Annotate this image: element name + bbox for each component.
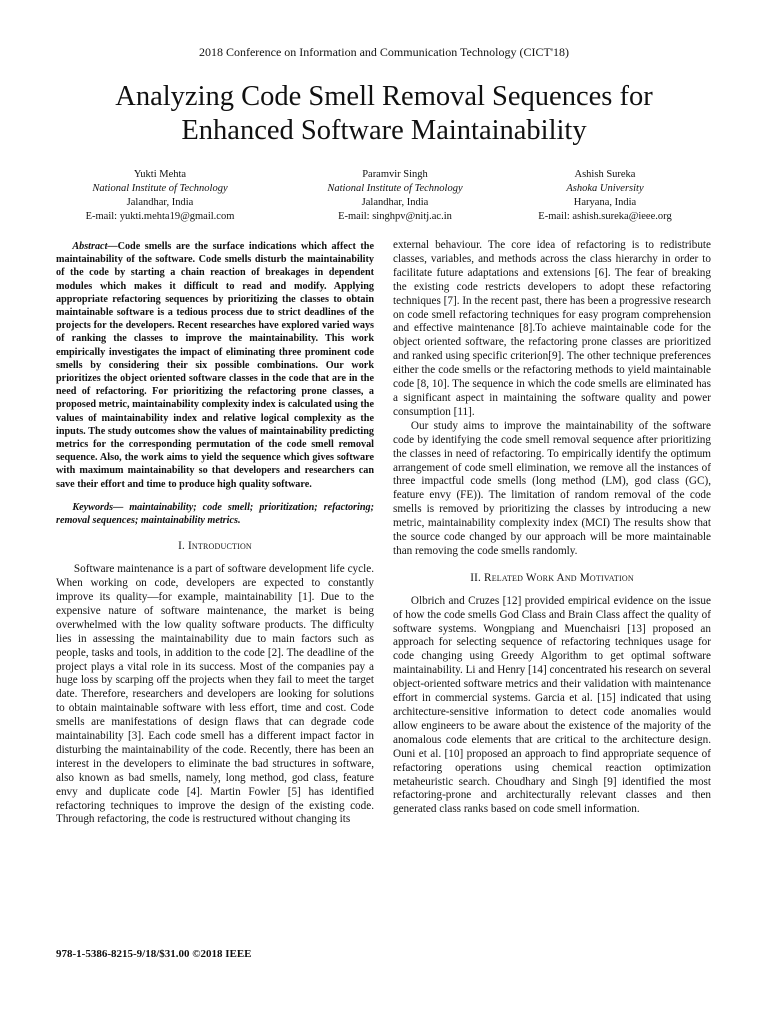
conference-header: 2018 Conference on Information and Communication Technology (CICT'18) [198, 45, 570, 59]
paragraph-continued: external behaviour. The core idea of refactoring is to redistribute classes, variables, and methods across the class hierarchy in order to facilitate future adaptations and extensions [6]. The fear of breaking the existing code restricts developers to adopt these refactoring techniques [7]. In the recent past, there has been a progressive research on code smell refactoring techniques for easy program comprehension and effective maintenance [8].To achieve maintainable code for the object oriented software, the refactoring prone classes are prioritized and ranked using specific criterion[9]. The other technique preferences either the code smells or the refactoring methods to yield maintainable code [8, 10]. The sequence in which the code smells are eliminated has a significant aspect in maintaining the software quality and power consumption [11]. [393, 239, 711, 418]
author-name: Paramvir Singh [362, 169, 428, 180]
paragraph: Software maintenance is a part of software development life cycle. When working on code, developers are expected to constantly improve its quality—for example, maintainability [1]. Due to the expensive nature of software maintenance, the market is being overwhelmed with the low quality software products. The difficulty lies in assessing the maintainability due to main factors such as people, tasks and tools, in addition to the code [2]. The deadline of the project plays a vital role in its success. Most of the companies pay a huge loss by scarping off the projects when they fail to meet the target date. Therefore, researchers and developers are looking for solutions to obtain maintainable software with less effort, time and cost. Code smells are manifestations of design flaws that can degrade code maintainability [3]. Each code smell has a different impact factor in disturbing the maintainability of the code. Recently, there has been an interest in the developers to eliminate the bad structures in software, also known as bad smells, namely, long method, god class, feature envy and duplicate code [4]. Martin Fowler [5] has identified refactoring techniques to improve the design of the existing code. Through refactoring, the code is restructured without changing its [56, 563, 374, 826]
section-heading-related-work: II. Related Work And Motivation [470, 571, 634, 584]
author-name: Ashish Sureka [574, 169, 636, 180]
paper-title [40, 80, 728, 148]
author-affiliation: National Institute of Technology [327, 183, 463, 194]
keywords: Keywords— maintainability; code smell; prioritization; refactoring; removal sequences; maintainability metrics. [56, 501, 374, 527]
left-column [56, 240, 374, 827]
author-2 [290, 168, 500, 224]
author-block [60, 168, 710, 228]
author-name: Yukti Mehta [133, 169, 187, 180]
abstract-label: Abstract [72, 241, 108, 252]
author-affiliation: National Institute of Technology [92, 183, 228, 194]
abstract-text: —Code smells are the surface indications which affect the maintainability of the software. Code smells disturb the maintainability of the code by starting a chain reaction of breakages in dependent modules which makes it difficult to read and modify. Applying appropriate refactoring sequences by prioritizing the classes to obtain maintainable software is a tedious process due to strict deadlines of the projects for the developers. Recent researches have explored varied ways of ranking the classes to improve the maintainability. This work empirically investigates the impact of eliminating three prominent code smells by considering their six possible combinations. Our work prioritizes the object oriented software classes in the code that are in the need of refactoring. For prioritizing the refactoring prone classes, a proposed metric, maintainability complexity index is calculated using the values of maintainability index and relative logical complexity as the inputs. The study outcomes show the values of maintainability predicting metrics for the corresponding permutation of the code smell removal sequence. Also, the work aims to yield the sequence which gives software with maximum maintainability so that developers and researchers can save their effort and time to produce high quality software. [56, 241, 374, 490]
author-email[interactable]: E-mail: ashish.sureka@ieee.org [538, 211, 672, 222]
copyright-footer: 978-1-5386-8215-9/18/$31.00 ©2018 IEEE [56, 948, 252, 960]
section-heading-introduction: I. Introduction [178, 540, 252, 553]
abstract [56, 240, 374, 491]
author-1 [60, 168, 260, 224]
title-line-1: Analyzing Code Smell Removal Sequences for [115, 81, 653, 112]
author-affiliation: Ashoka University [566, 183, 644, 194]
right-column [393, 239, 711, 817]
author-email[interactable]: E-mail: singhpv@nitj.ac.in [338, 211, 452, 222]
paragraph: Olbrich and Cruzes [12] provided empirical evidence on the issue of how the code smells God Class and Brain Class affect the quality of software systems. Wongpiang and Muenchaisri [13] proposed an approach for selecting sequence of refactoring techniques usage for code changing using Greedy Algorithm to get optimal software maintainability. Li and Henry [14] concentrated his research on several object-oriented software metrics and their validation with maintenance effort in commercial systems. Garcia et al. [15] indicated that using architecture-sensitive information to detect code anomalies would allow engineers to be aware about the existence of the majority of the anomalous code elements that are critical to the architecture design. Ouni et al. [10] proposed an approach to find appropriate sequence of refactoring operations using chemical reaction optimization metaheuristic search. Choudhary and Singh [9] identified the most refactoring-prone and architecturally relevant classes and then generated class ranks based on code smell information. [393, 594, 711, 816]
title-line-2: Enhanced Software Maintainability [181, 115, 587, 146]
author-3 [500, 168, 710, 224]
author-location: Jalandhar, India [126, 197, 194, 208]
paragraph: Our study aims to improve the maintainability of the software code by identifying the code smell removal sequence after prioritizing the classes in need of refactoring. To empirically identify the optimum arrangement of code smell elimination, we remove all the instances of three impactful code smells (long method (LM), god class (GC), feature envy (FE)). The limitation of random removal of the code smells is removed by prioritizing the classes by introducing a new metric, maintainability complexity index (MCI) The results show that the source code changed by our approach will be more maintainable than removing the code smells randomly. [393, 419, 711, 557]
author-location: Jalandhar, India [361, 197, 429, 208]
author-email[interactable]: E-mail: yukti.mehta19@gmail.com [85, 211, 235, 222]
author-location: Haryana, India [573, 197, 637, 208]
